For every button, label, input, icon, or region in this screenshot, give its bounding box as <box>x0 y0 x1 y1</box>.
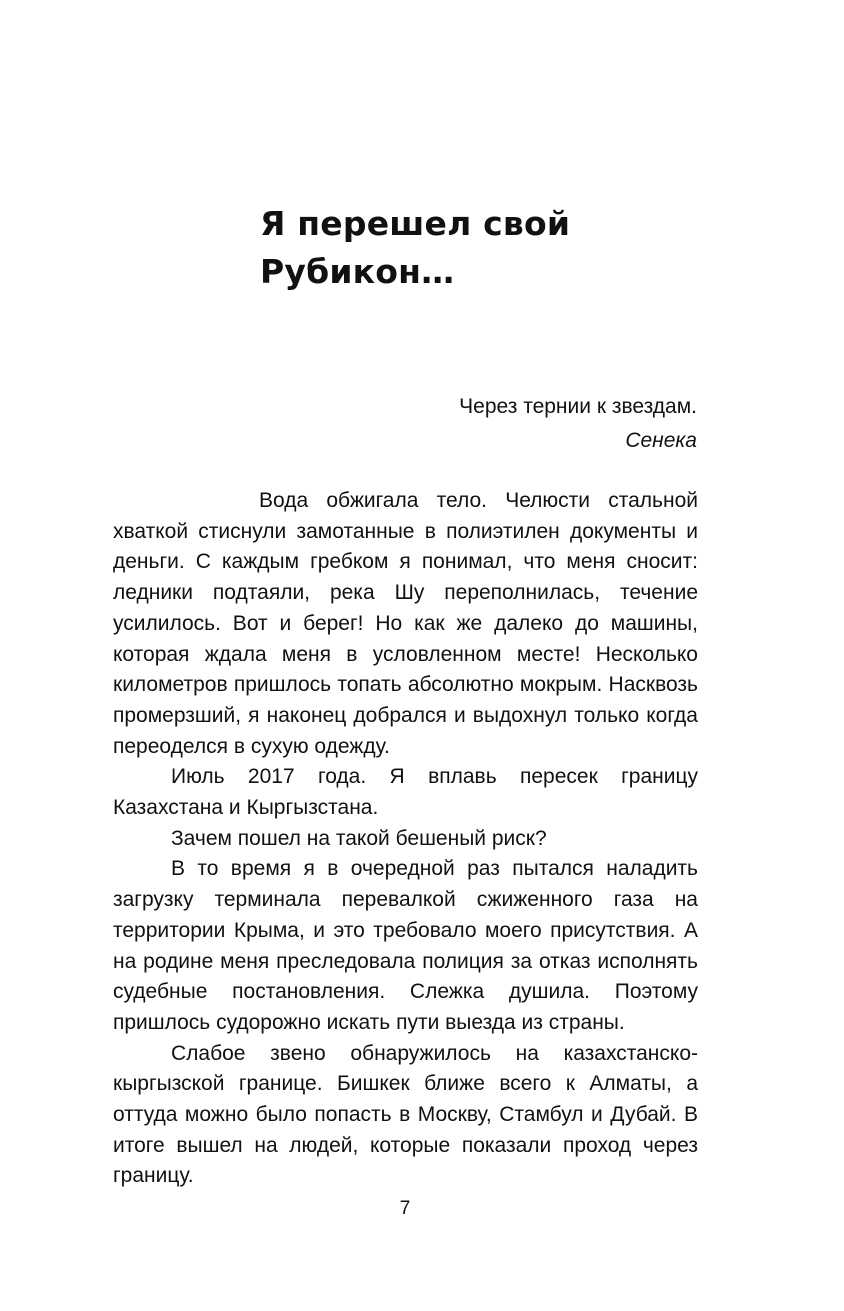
body-text <box>113 486 698 1192</box>
chapter-title <box>260 200 700 296</box>
paragraph: В то время я в очередной раз пытался наладить загрузку терминала перевалкой сжиженного газа на территории Крыма, и это требовало моего присутствия. А на родине меня преследовала полиция за отказ исполнять судебные постановления. Слежка душила. Поэтому пришлось судорожно искать пути выезда из страны. <box>113 857 698 1034</box>
paragraph: Июль 2017 года. Я вплавь пересек границу Казахстана и Кыргызстана. <box>113 765 698 820</box>
paragraph: Зачем пошел на такой бешеный риск? <box>171 826 547 850</box>
paragraph: Слабое звено обнаружилось на казахстанско-кыргызской границе. Бишкек ближе всего к Алматы, а оттуда можно было попасть в Москву, Стамбул и Дубай. В итоге вышел на людей, которые показали проход через границу. <box>113 1041 698 1188</box>
chapter-title-line-1: Я перешел свой <box>260 204 571 243</box>
page-number: 7 <box>399 1198 411 1219</box>
epigraph-author: Сенека <box>625 429 697 452</box>
epigraph-quote: Через тернии к звездам. <box>459 395 697 418</box>
epigraph <box>300 390 697 458</box>
chapter-title-line-2: Рубикон… <box>260 252 455 291</box>
paragraph: Вода обжигала тело. Челюсти стальной хваткой стиснули замотанные в полиэтилен документы и деньги. С каждым гребком я понимал, что меня сносит: ледники подтаяли, река Шу переполнилась, течение усилилось. Вот и берег! Но как же далеко до машины, которая ждала меня в условленном месте! Несколько километров пришлось топать абсолютно мокрым. Насквозь промерзший, я наконец добрался и выдохнул только когда переоделся в сухую одежду. <box>113 489 698 758</box>
